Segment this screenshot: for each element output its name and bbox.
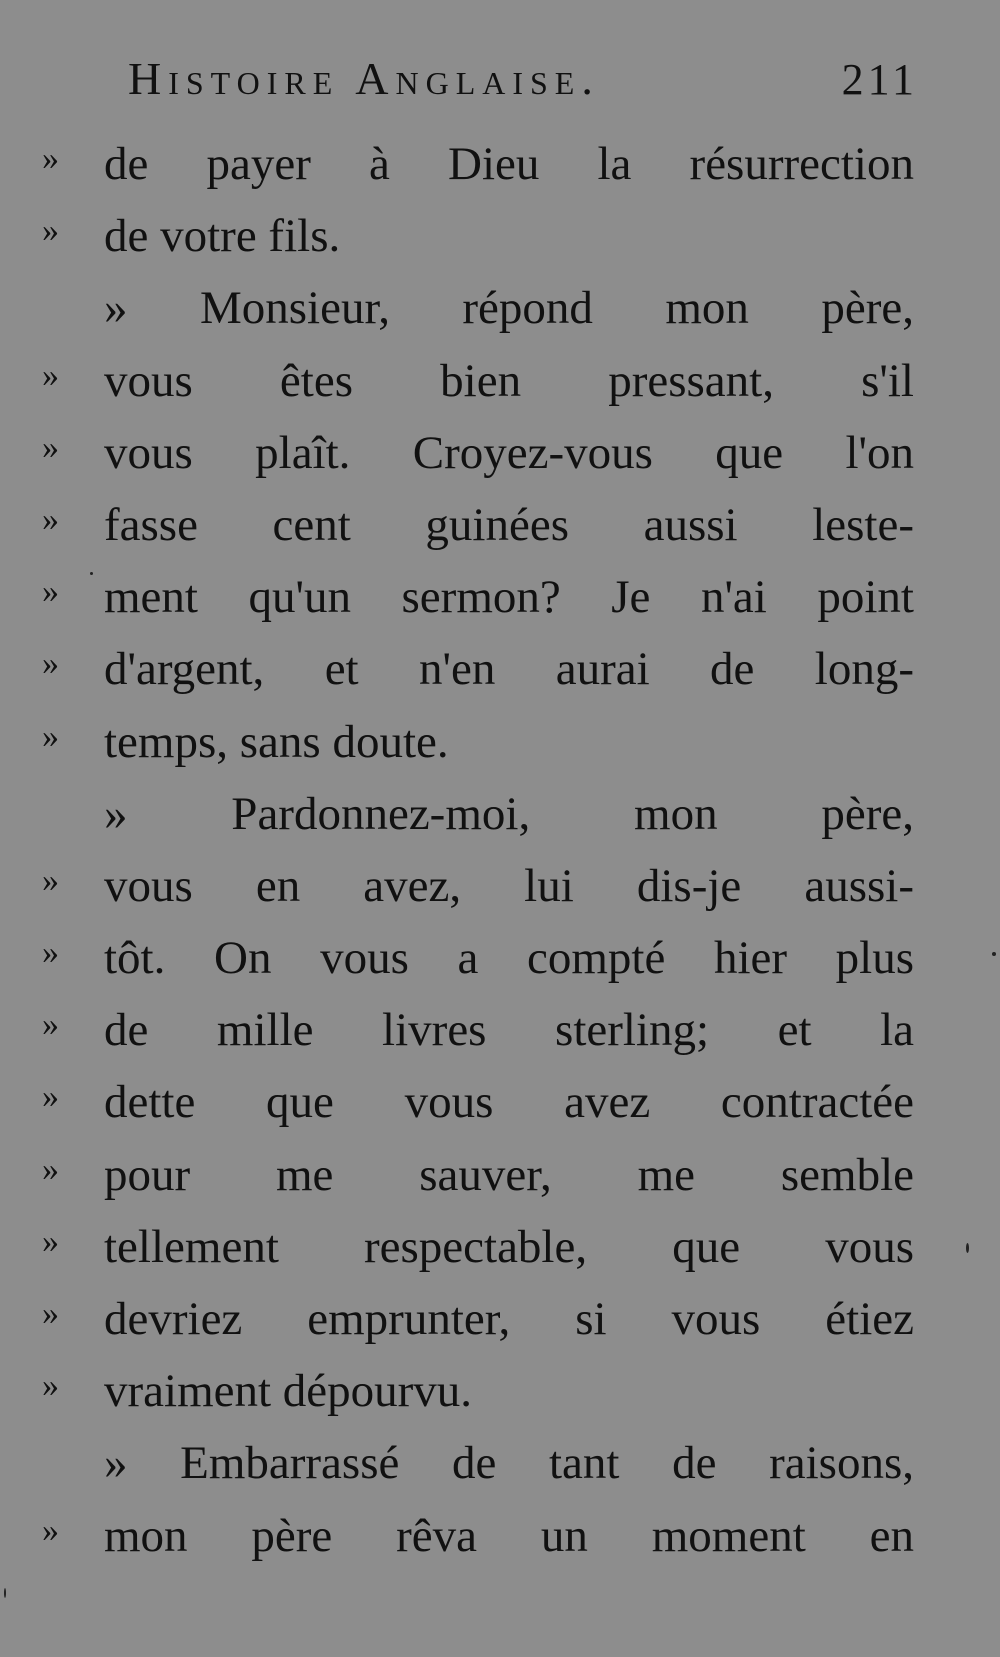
line-text: devriez emprunter, si vous étiez <box>104 1293 914 1345</box>
text-line <box>0 345 1000 417</box>
running-header <box>128 52 918 112</box>
line-text: » Embarrassé de tant de raisons, <box>104 1437 914 1490</box>
text-line <box>0 1283 1000 1355</box>
text-line <box>0 850 1000 922</box>
text-line <box>0 1500 1000 1572</box>
text-line <box>0 1139 1000 1211</box>
line-text: vous plaît. Croyez-vous que l'on <box>104 426 914 479</box>
line-text: fasse cent guinées aussi leste- <box>104 498 914 551</box>
text-line <box>0 128 1000 200</box>
quote-mark: » <box>42 717 59 755</box>
text-line <box>0 994 1000 1066</box>
text-line <box>0 561 1000 633</box>
text-line <box>0 200 1000 272</box>
line-text: vous en avez, lui dis-je aussi- <box>104 859 914 912</box>
running-title: Histoire Anglaise. <box>128 53 600 104</box>
text-line <box>0 272 1000 344</box>
line-text: vous êtes bien pressant, s'il <box>104 354 914 407</box>
quote-mark: » <box>42 1078 59 1116</box>
ink-speck <box>90 572 93 575</box>
body-text <box>0 128 1000 1572</box>
ink-speck <box>966 1243 969 1253</box>
quote-mark: » <box>42 1150 59 1188</box>
quote-mark: » <box>42 1511 59 1549</box>
quote-mark: » <box>42 1006 59 1044</box>
line-text: tôt. On vous a compté hier plus <box>104 932 914 985</box>
text-line <box>0 417 1000 489</box>
quote-mark: » <box>42 934 59 972</box>
page-number: 211 <box>841 55 918 104</box>
text-line <box>0 706 1000 778</box>
quote-mark: » <box>42 861 59 899</box>
line-text: mon père rêva un moment en <box>104 1509 914 1562</box>
line-text: d'argent, et n'en aurai de long- <box>104 643 914 696</box>
ink-speck <box>4 1588 6 1598</box>
quote-mark: » <box>42 500 59 538</box>
quote-mark: » <box>42 1222 59 1260</box>
text-line <box>0 1066 1000 1138</box>
line-text: » Monsieur, répond mon père, <box>104 282 914 335</box>
line-text: dette que vous avez contractée <box>104 1076 914 1129</box>
quote-mark: » <box>42 1295 59 1332</box>
line-text: » Pardonnez-moi, mon père, <box>104 787 914 840</box>
line-text: de votre fils. <box>104 210 341 263</box>
quote-mark: » <box>42 645 59 683</box>
text-line <box>0 1355 1000 1427</box>
line-text: tellement respectable, que vous <box>104 1220 914 1273</box>
line-text: ment qu'un sermon? Je n'ai point <box>104 571 914 624</box>
line-text: pour me sauver, me semble <box>104 1148 914 1201</box>
text-line <box>0 1427 1000 1499</box>
quote-mark: » <box>42 356 59 394</box>
line-text: vraiment dépourvu. <box>104 1365 473 1418</box>
quote-mark: » <box>42 573 59 611</box>
line-text: de mille livres sterling; et la <box>104 1004 914 1057</box>
quote-mark: » <box>42 428 59 466</box>
quote-mark: » <box>42 140 59 177</box>
line-text: de payer à Dieu la résurrection <box>104 138 914 190</box>
text-line <box>0 922 1000 994</box>
ink-speck <box>992 952 996 956</box>
quote-mark: » <box>42 1367 59 1405</box>
quote-mark: » <box>42 212 59 250</box>
line-text: temps, sans doute. <box>104 715 449 768</box>
text-line <box>0 1211 1000 1283</box>
text-line <box>0 778 1000 850</box>
text-line <box>0 633 1000 705</box>
text-line <box>0 489 1000 561</box>
